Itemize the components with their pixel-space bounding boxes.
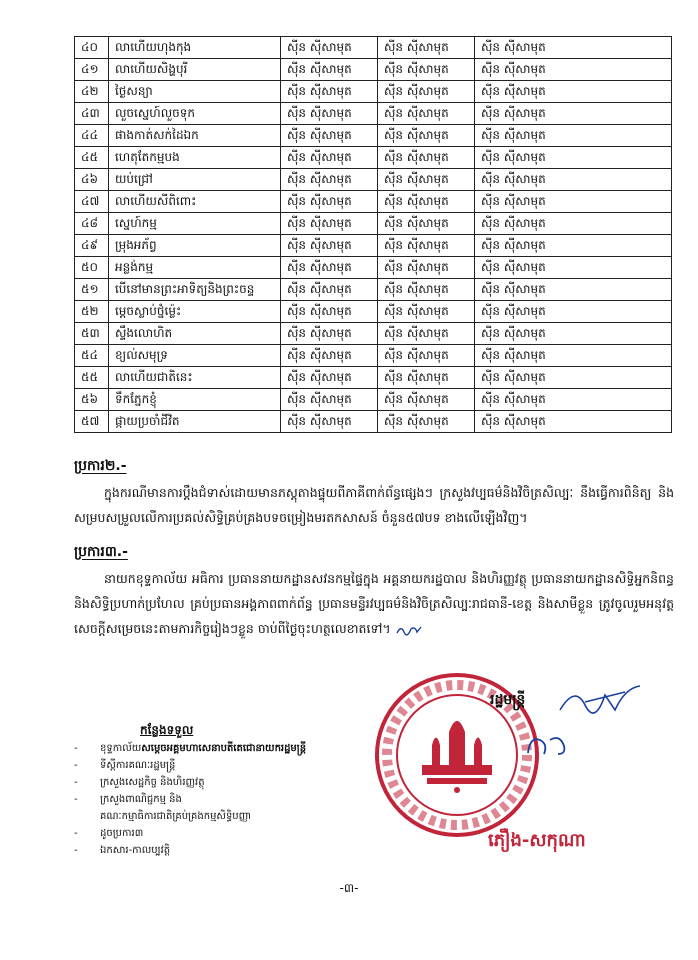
recipient-item — [74, 825, 374, 842]
recipients-list — [74, 740, 374, 859]
row-number: ៥១ — [75, 279, 109, 301]
recipient-text: ទីស្ដីការគណៈរដ្ឋមន្ត្រី — [100, 760, 176, 771]
row-number: ៥៥ — [75, 367, 109, 389]
song-table — [74, 36, 672, 433]
song-title: លាហើយសិង្ហបុរី — [109, 59, 281, 81]
row-number: ៥៤ — [75, 345, 109, 367]
row-number: ៤៩ — [75, 235, 109, 257]
recipients-title: កន្លែងទទួល — [140, 723, 194, 737]
article-2-body: ក្នុងករណីមានការប្ដឹងជំទាស់ដោយមានភស្តុតាងផ្ទុយពីភាគីពាក់ព័ន្ធផ្សេងៗ ក្រសួងវប្បធម៌និងវិចិត្រសិល្បៈ នឹងធ្វើការពិនិត្យ និងសម្របសម្រួលលើការប្រគល់សិទ្ធិគ្រប់គ្រងបទចម្រៀងមរតកសាសន៍ ចំនួន៥៧បទ ខាងលើឡើងវិញ។ — [74, 485, 674, 525]
singer-cell: ស៊ីន ស៊ីសាមុត — [475, 59, 672, 81]
composer-cell: ស៊ីន ស៊ីសាមុត — [281, 37, 378, 59]
singer-cell: ស៊ីន ស៊ីសាមុត — [475, 125, 672, 147]
table-row — [75, 81, 672, 103]
composer-cell: ស៊ីន ស៊ីសាមុត — [281, 323, 378, 345]
table-row — [75, 37, 672, 59]
row-number: ៤៧ — [75, 191, 109, 213]
row-number: ៤០ — [75, 37, 109, 59]
table-row — [75, 279, 672, 301]
table-row — [75, 125, 672, 147]
handwritten-initial-icon — [395, 623, 423, 637]
song-title: ហេតុតែកម្មបង — [109, 147, 281, 169]
lyricist-cell: ស៊ីន ស៊ីសាមុត — [378, 257, 475, 279]
singer-cell: ស៊ីន ស៊ីសាមុត — [475, 301, 672, 323]
song-title: ទឹកភ្នែកខ្ញុំ — [109, 389, 281, 411]
singer-cell: ស៊ីន ស៊ីសាមុត — [475, 103, 672, 125]
composer-cell: ស៊ីន ស៊ីសាមុត — [281, 169, 378, 191]
recipient-item — [74, 774, 374, 791]
song-title: ខ្យល់សមុទ្រ — [109, 345, 281, 367]
recipient-text: ដូចប្រការ៣ — [100, 828, 144, 839]
composer-cell: ស៊ីន ស៊ីសាមុត — [281, 367, 378, 389]
lyricist-cell: ស៊ីន ស៊ីសាមុត — [378, 213, 475, 235]
composer-cell: ស៊ីន ស៊ីសាមុត — [281, 59, 378, 81]
recipient-item — [74, 791, 374, 808]
row-number: ៥០ — [75, 257, 109, 279]
lyricist-cell: ស៊ីន ស៊ីសាមុត — [378, 367, 475, 389]
composer-cell: ស៊ីន ស៊ីសាមុត — [281, 411, 378, 433]
lyricist-cell: ស៊ីន ស៊ីសាមុត — [378, 37, 475, 59]
song-title: អន្លង់កម្ម — [109, 257, 281, 279]
composer-cell: ស៊ីន ស៊ីសាមុត — [281, 103, 378, 125]
singer-cell: ស៊ីន ស៊ីសាមុត — [475, 191, 672, 213]
row-number: ៤៦ — [75, 169, 109, 191]
signature-mark-icon — [555, 680, 645, 720]
singer-cell: ស៊ីន ស៊ីសាមុត — [475, 411, 672, 433]
row-number: ៤២ — [75, 81, 109, 103]
table-row — [75, 345, 672, 367]
recipient-item — [74, 757, 374, 774]
row-number: ៤៣ — [75, 103, 109, 125]
song-title: លាហើយហុងកុង — [109, 37, 281, 59]
article-2-text — [74, 480, 674, 530]
song-title: លាហើយសីពិពោះ — [109, 191, 281, 213]
row-number: ៥២ — [75, 301, 109, 323]
recipient-item — [74, 808, 374, 825]
row-number: ៤៤ — [75, 125, 109, 147]
singer-cell: ស៊ីន ស៊ីសាមុត — [475, 235, 672, 257]
table-row — [75, 323, 672, 345]
row-number: ៤៥ — [75, 147, 109, 169]
composer-cell: ស៊ីន ស៊ីសាមុត — [281, 147, 378, 169]
lyricist-cell: ស៊ីន ស៊ីសាមុត — [378, 235, 475, 257]
lyricist-cell: ស៊ីន ស៊ីសាមុត — [378, 279, 475, 301]
page-number: -៣- — [339, 881, 359, 895]
article-3-heading: ប្រការ៣.- — [74, 544, 128, 560]
handwritten-initials-icon — [520, 728, 580, 763]
composer-cell: ស៊ីន ស៊ីសាមុត — [281, 235, 378, 257]
lyricist-cell: ស៊ីន ស៊ីសាមុត — [378, 125, 475, 147]
lyricist-cell: ស៊ីន ស៊ីសាមុត — [378, 81, 475, 103]
song-title: ម្ដេចស្លាប់ថ្នំម្ល៉េះ — [109, 301, 281, 323]
composer-cell: ស៊ីន ស៊ីសាមុត — [281, 301, 378, 323]
lyricist-cell: ស៊ីន ស៊ីសាមុត — [378, 411, 475, 433]
song-title: ស្ទឹងលោហិត — [109, 323, 281, 345]
singer-cell: ស៊ីន ស៊ីសាមុត — [475, 389, 672, 411]
composer-cell: ស៊ីន ស៊ីសាមុត — [281, 345, 378, 367]
table-row — [75, 213, 672, 235]
table-row — [75, 191, 672, 213]
composer-cell: ស៊ីន ស៊ីសាមុត — [281, 191, 378, 213]
article-3-body: នាយកខុទ្ទកាល័យ អធិការ ប្រធាននាយកដ្ឋានសវនកម្មផ្ទៃក្នុង អគ្គនាយករដ្ឋបាល និងហិរញ្ញវត្ថុ ប្រធាននាយកដ្ឋានសិទ្ធិអ្នកនិពន្ធនិងសិទ្ធិប្រហាក់ប្រហែល គ្រប់ប្រធានអង្គភាពពាក់ព័ន្ធ ប្រធានមន្ទីរវប្បធម៌និងវិចិត្រសិល្បៈរាជធានី-ខេត្ត និងសាមីខ្លួន ត្រូវចូលរួមអនុវត្តសេចក្ដីសម្រេចនេះតាមភារកិច្ចរៀងៗខ្លួន ចាប់ពីថ្ងៃចុះហត្ថលេខាតទៅ។ — [74, 571, 674, 636]
lyricist-cell: ស៊ីន ស៊ីសាមុត — [378, 345, 475, 367]
song-table-body — [75, 37, 672, 433]
row-number: ៥៣ — [75, 323, 109, 345]
song-title: យប់ជ្រៅ — [109, 169, 281, 191]
article-3-text — [74, 566, 674, 641]
singer-cell: ស៊ីន ស៊ីសាមុត — [475, 367, 672, 389]
singer-cell: ស៊ីន ស៊ីសាមុត — [475, 213, 672, 235]
singer-cell: ស៊ីន ស៊ីសាមុត — [475, 279, 672, 301]
recipient-bold-text: សម្ដេចអគ្គមហាសេនាបតីតេជោនាយករដ្ឋមន្ត្រី — [141, 743, 307, 754]
recipient-text: ក្រសួងសេដ្ឋកិច្ច និងហិរញ្ញវត្ថុ — [100, 777, 205, 788]
singer-cell: ស៊ីន ស៊ីសាមុត — [475, 323, 672, 345]
song-title: ផ្កាយប្រចាំជីវិត — [109, 411, 281, 433]
table-row — [75, 169, 672, 191]
composer-cell: ស៊ីន ស៊ីសាមុត — [281, 81, 378, 103]
row-number: ៥៦ — [75, 389, 109, 411]
song-title: លួចស្នេហ៍លួចទុក — [109, 103, 281, 125]
song-title: លាហើយជាតិនេះ — [109, 367, 281, 389]
table-row — [75, 411, 672, 433]
composer-cell: ស៊ីន ស៊ីសាមុត — [281, 279, 378, 301]
recipient-item — [74, 842, 374, 859]
singer-cell: ស៊ីន ស៊ីសាមុត — [475, 345, 672, 367]
signature-title: រដ្ឋមន្ត្រី — [490, 692, 526, 708]
table-row — [75, 257, 672, 279]
table-row — [75, 235, 672, 257]
recipient-item — [74, 740, 374, 757]
lyricist-cell: ស៊ីន ស៊ីសាមុត — [378, 389, 475, 411]
song-title: ម្រុងអភ័ព្វ — [109, 235, 281, 257]
singer-cell: ស៊ីន ស៊ីសាមុត — [475, 81, 672, 103]
lyricist-cell: ស៊ីន ស៊ីសាមុត — [378, 301, 475, 323]
recipient-text: ខុទ្ទកាល័យ — [100, 743, 142, 754]
article-2-heading: ប្រការ២.- — [74, 458, 127, 474]
row-number: ៤៨ — [75, 213, 109, 235]
table-row — [75, 103, 672, 125]
lyricist-cell: ស៊ីន ស៊ីសាមុត — [378, 147, 475, 169]
singer-cell: ស៊ីន ស៊ីសាមុត — [475, 257, 672, 279]
song-title: ផាងកាត់សក់ដៃឯក — [109, 125, 281, 147]
composer-cell: ស៊ីន ស៊ីសាមុត — [281, 389, 378, 411]
singer-cell: ស៊ីន ស៊ីសាមុត — [475, 147, 672, 169]
table-row — [75, 147, 672, 169]
composer-cell: ស៊ីន ស៊ីសាមុត — [281, 257, 378, 279]
song-title: ស្នេហ៍កម្ម — [109, 213, 281, 235]
song-title: បើនៅមានព្រះអាទិត្យនិងព្រះចន្ទ — [109, 279, 281, 301]
singer-cell: ស៊ីន ស៊ីសាមុត — [475, 169, 672, 191]
table-row — [75, 367, 672, 389]
table-row — [75, 301, 672, 323]
table-row — [75, 59, 672, 81]
recipient-text: គណៈកម្មាធិការជាតិគ្រប់គ្រងកម្មសិទ្ធិបញ្ញា — [100, 811, 252, 822]
lyricist-cell: ស៊ីន ស៊ីសាមុត — [378, 323, 475, 345]
signatory-name: ភឿង-សកុណា — [488, 830, 586, 851]
row-number: ៥៧ — [75, 411, 109, 433]
lyricist-cell: ស៊ីន ស៊ីសាមុត — [378, 169, 475, 191]
recipient-text: ក្រសួងពាណិជ្ជកម្ម និង — [100, 794, 182, 805]
lyricist-cell: ស៊ីន ស៊ីសាមុត — [378, 59, 475, 81]
singer-cell: ស៊ីន ស៊ីសាមុត — [475, 37, 672, 59]
recipient-text: ឯកសារ-កាលប្បវត្តិ — [100, 845, 171, 856]
composer-cell: ស៊ីន ស៊ីសាមុត — [281, 125, 378, 147]
lyricist-cell: ស៊ីន ស៊ីសាមុត — [378, 191, 475, 213]
lyricist-cell: ស៊ីន ស៊ីសាមុត — [378, 103, 475, 125]
composer-cell: ស៊ីន ស៊ីសាមុត — [281, 213, 378, 235]
song-title: ថ្ងៃសន្យា — [109, 81, 281, 103]
row-number: ៤១ — [75, 59, 109, 81]
table-row — [75, 389, 672, 411]
